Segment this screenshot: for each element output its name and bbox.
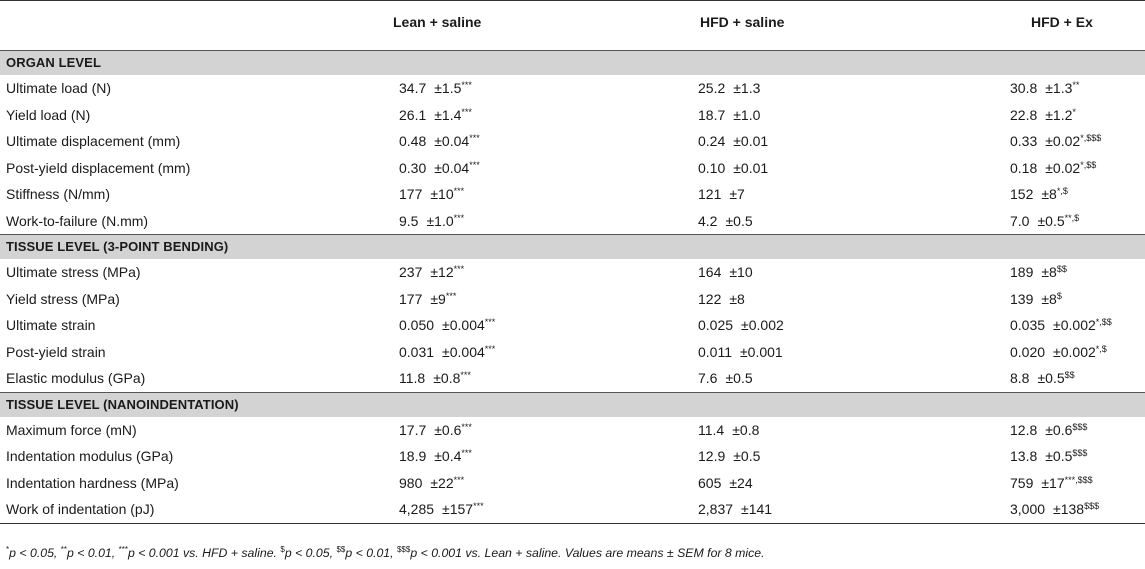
footnote-text: p < 0.01, bbox=[66, 546, 119, 560]
cell-sem: ±1.0 bbox=[733, 106, 761, 123]
significance-marker: *,$ bbox=[1095, 343, 1107, 354]
significance-marker: *,$$$ bbox=[1080, 133, 1102, 143]
table-cell bbox=[399, 160, 480, 176]
significance-marker: *** bbox=[484, 317, 496, 327]
footnote-text: p < 0.001 vs. Lean + saline. Values are means ± SEM for 8 mice. bbox=[410, 546, 765, 560]
significance-marker: *,$ bbox=[1056, 186, 1068, 196]
cell-mean: 0.18 bbox=[1010, 159, 1038, 176]
table-cell bbox=[698, 186, 745, 202]
table-cell bbox=[698, 317, 784, 333]
table-cell bbox=[399, 370, 471, 386]
significance-marker: $ bbox=[1056, 290, 1062, 301]
column-header-hfd-ex: HFD + Ex bbox=[1031, 14, 1093, 30]
cell-sem: ±0.04 bbox=[434, 159, 470, 176]
significance-marker: *** bbox=[461, 80, 472, 90]
table-cell bbox=[399, 80, 472, 96]
column-header-hfd-saline: HFD + saline bbox=[700, 14, 785, 30]
cell-mean: 0.035 bbox=[1010, 317, 1046, 333]
table-cell bbox=[1010, 160, 1096, 176]
table-row bbox=[0, 259, 1145, 286]
cell-mean: 30.8 bbox=[1010, 80, 1038, 96]
cell-mean: 122 bbox=[698, 290, 722, 307]
cell-mean: 11.8 bbox=[399, 370, 426, 386]
significance-marker: *** bbox=[445, 290, 457, 301]
cell-sem: ±0.01 bbox=[733, 133, 769, 149]
cell-sem: ±0.6 bbox=[1045, 421, 1073, 438]
cell-sem: ±0.4 bbox=[434, 448, 462, 464]
table-cell bbox=[399, 291, 456, 307]
cell-sem: ±0.02 bbox=[1045, 133, 1081, 149]
footnote-symbol: $$ bbox=[336, 545, 346, 554]
cell-sem: ±17 bbox=[1041, 474, 1065, 491]
footnote-symbol: $ bbox=[280, 545, 285, 554]
cell-mean: 0.025 bbox=[698, 317, 734, 333]
significance-marker: *** bbox=[469, 133, 480, 143]
table-cell bbox=[698, 501, 772, 517]
cell-sem: ±0.02 bbox=[1045, 159, 1081, 176]
cell-sem: ±0.002 bbox=[1053, 317, 1096, 333]
significance-marker: *** bbox=[453, 212, 465, 223]
table-row bbox=[0, 417, 1145, 444]
cell-mean: 0.10 bbox=[698, 159, 726, 176]
cell-mean: 12.9 bbox=[698, 448, 726, 464]
cell-mean: 0.33 bbox=[1010, 133, 1038, 149]
significance-marker: *** bbox=[453, 186, 465, 196]
cell-sem: ±0.6 bbox=[434, 421, 462, 438]
significance-marker: * bbox=[1072, 106, 1076, 117]
footnote-symbol: $$$ bbox=[396, 545, 411, 554]
cell-sem: ±22 bbox=[430, 474, 454, 491]
cell-mean: 121 bbox=[698, 186, 722, 202]
row-label: Yield load (N) bbox=[6, 106, 91, 123]
section-title: TISSUE LEVEL (3-POINT BENDING) bbox=[6, 239, 229, 254]
cell-sem: ±0.004 bbox=[442, 343, 485, 360]
table-row bbox=[0, 128, 1145, 155]
footnote-symbol: ** bbox=[60, 545, 67, 554]
row-label: Post-yield displacement (mm) bbox=[6, 159, 191, 176]
table-cell bbox=[399, 422, 472, 438]
cell-sem: ±0.5 bbox=[725, 370, 753, 386]
table-row bbox=[0, 155, 1145, 182]
significance-marker: *** bbox=[469, 159, 480, 170]
table-cell bbox=[1010, 448, 1087, 464]
significance-marker: *** bbox=[461, 106, 472, 117]
table-cell bbox=[698, 291, 745, 307]
cell-mean: 0.031 bbox=[399, 343, 435, 360]
table-cell bbox=[698, 448, 760, 464]
table-cell bbox=[1010, 186, 1068, 202]
cell-mean: 18.9 bbox=[399, 448, 427, 464]
row-label: Stiffness (N/mm) bbox=[6, 186, 110, 202]
cell-sem: ±141 bbox=[741, 501, 773, 517]
cell-sem: ±0.5 bbox=[725, 212, 753, 229]
table-row bbox=[0, 496, 1145, 523]
cell-sem: ±0.002 bbox=[1053, 343, 1096, 360]
cell-mean: 22.8 bbox=[1010, 106, 1038, 123]
cell-mean: 7.6 bbox=[698, 370, 718, 386]
row-label: Work of indentation (pJ) bbox=[6, 501, 155, 517]
cell-sem: ±10 bbox=[430, 186, 454, 202]
significance-marker: *** bbox=[453, 264, 465, 274]
table-row bbox=[0, 102, 1145, 129]
cell-mean: 8.8 bbox=[1010, 370, 1030, 386]
table-cell bbox=[399, 475, 464, 491]
table-cell bbox=[1010, 213, 1079, 229]
table-body bbox=[0, 50, 1145, 523]
cell-mean: 177 bbox=[399, 186, 423, 202]
table-cell bbox=[698, 160, 768, 176]
significance-marker: *,$$ bbox=[1080, 159, 1097, 170]
significance-marker: ** bbox=[1072, 80, 1080, 90]
significance-marker: *** bbox=[484, 343, 496, 354]
significance-marker: *** bbox=[461, 448, 472, 458]
cell-mean: 189 bbox=[1010, 264, 1034, 280]
table-cell bbox=[698, 80, 760, 96]
table-cell bbox=[399, 501, 484, 517]
footnote-text: p < 0.01, bbox=[345, 546, 397, 560]
cell-mean: 152 bbox=[1010, 186, 1034, 202]
cell-sem: ±0.002 bbox=[741, 317, 784, 333]
cell-mean: 11.4 bbox=[698, 421, 725, 438]
row-label: Ultimate load (N) bbox=[6, 80, 112, 96]
footnote-text: p < 0.05, bbox=[9, 546, 61, 560]
significance-marker: $$$ bbox=[1072, 421, 1088, 432]
row-label: Maximum force (mN) bbox=[6, 421, 137, 438]
cell-sem: ±0.8 bbox=[433, 370, 461, 386]
cell-mean: 164 bbox=[698, 264, 722, 280]
cell-mean: 3,000 bbox=[1010, 501, 1046, 517]
cell-sem: ±0.001 bbox=[740, 343, 783, 360]
row-label: Ultimate displacement (mm) bbox=[6, 133, 181, 149]
table-cell bbox=[698, 344, 783, 360]
column-header-lean-saline: Lean + saline bbox=[393, 14, 482, 30]
cell-sem: ±0.01 bbox=[733, 159, 769, 176]
cell-mean: 0.48 bbox=[399, 133, 427, 149]
cell-sem: ±138 bbox=[1053, 501, 1085, 517]
cell-sem: ±8 bbox=[1041, 290, 1057, 307]
table-row bbox=[0, 208, 1145, 235]
cell-sem: ±1.3 bbox=[733, 80, 761, 96]
cell-sem: ±12 bbox=[430, 264, 454, 280]
row-label: Yield stress (MPa) bbox=[6, 290, 120, 307]
table-row bbox=[0, 470, 1145, 497]
table-cell bbox=[698, 133, 768, 149]
cell-mean: 25.2 bbox=[698, 80, 726, 96]
table-row bbox=[0, 339, 1145, 366]
cell-mean: 237 bbox=[399, 264, 423, 280]
significance-marker: $$ bbox=[1056, 264, 1067, 274]
cell-mean: 9.5 bbox=[399, 212, 419, 229]
section-header bbox=[0, 50, 1145, 75]
table-cell bbox=[698, 213, 753, 229]
cell-mean: 2,837 bbox=[698, 501, 734, 517]
section-header bbox=[0, 234, 1145, 259]
table-cell bbox=[1010, 501, 1099, 517]
table-cell bbox=[1010, 370, 1075, 386]
significance-marker: *** bbox=[460, 370, 471, 380]
table-bottom-rule bbox=[0, 523, 1145, 524]
cell-sem: ±0.8 bbox=[732, 421, 760, 438]
cell-sem: ±9 bbox=[430, 290, 446, 307]
table-cell bbox=[698, 422, 759, 438]
table-cell bbox=[1010, 475, 1093, 491]
significance-marker: $$$ bbox=[1084, 501, 1100, 511]
table-footnote bbox=[6, 546, 765, 560]
cell-mean: 0.24 bbox=[698, 133, 726, 149]
table-cell bbox=[399, 186, 464, 202]
table-cell bbox=[1010, 264, 1067, 280]
cell-sem: ±8 bbox=[1041, 264, 1057, 280]
cell-sem: ±1.2 bbox=[1045, 106, 1073, 123]
cell-sem: ±0.5 bbox=[1045, 448, 1073, 464]
footnote-symbol: * bbox=[6, 545, 10, 554]
section-title: TISSUE LEVEL (NANOINDENTATION) bbox=[6, 396, 239, 412]
cell-mean: 0.050 bbox=[399, 317, 435, 333]
cell-mean: 13.8 bbox=[1010, 448, 1038, 464]
cell-sem: ±8 bbox=[729, 290, 745, 307]
table-row bbox=[0, 365, 1145, 392]
cell-sem: ±1.3 bbox=[1045, 80, 1073, 96]
table-cell bbox=[399, 448, 472, 464]
cell-sem: ±1.5 bbox=[434, 80, 462, 96]
significance-marker: *,$$ bbox=[1095, 317, 1112, 327]
table-header bbox=[0, 0, 1145, 50]
cell-mean: 0.011 bbox=[698, 343, 732, 360]
table-cell bbox=[399, 317, 495, 333]
cell-sem: ±8 bbox=[1041, 186, 1057, 202]
row-label: Post-yield strain bbox=[6, 343, 106, 360]
cell-mean: 0.020 bbox=[1010, 343, 1046, 360]
cell-mean: 759 bbox=[1010, 474, 1034, 491]
cell-mean: 980 bbox=[399, 474, 423, 491]
row-label: Ultimate stress (MPa) bbox=[6, 264, 141, 280]
table-row bbox=[0, 75, 1145, 102]
table-cell bbox=[1010, 317, 1112, 333]
cell-sem: ±1.4 bbox=[434, 106, 462, 123]
significance-marker: *** bbox=[461, 421, 472, 432]
footnote-text: p < 0.001 vs. HFD + saline. bbox=[127, 546, 281, 560]
table-cell bbox=[698, 475, 753, 491]
table-top-rule bbox=[0, 0, 1145, 1]
footnote-symbol: *** bbox=[118, 545, 128, 554]
cell-mean: 17.7 bbox=[399, 421, 427, 438]
cell-mean: 605 bbox=[698, 474, 722, 491]
cell-sem: ±0.004 bbox=[442, 317, 485, 333]
row-label: Work-to-failure (N.mm) bbox=[6, 212, 149, 229]
cell-mean: 7.0 bbox=[1010, 212, 1030, 229]
cell-mean: 4,285 bbox=[399, 501, 435, 517]
significance-marker: $$ bbox=[1064, 370, 1075, 380]
cell-sem: ±0.5 bbox=[1037, 212, 1065, 229]
section-header bbox=[0, 392, 1145, 417]
significance-marker: **,$ bbox=[1064, 212, 1080, 223]
table-cell bbox=[1010, 107, 1076, 123]
table-cell bbox=[399, 107, 472, 123]
table-cell bbox=[1010, 344, 1107, 360]
table-cell bbox=[399, 344, 495, 360]
cell-mean: 177 bbox=[399, 290, 423, 307]
row-label: Elastic modulus (GPa) bbox=[6, 370, 146, 386]
cell-sem: ±7 bbox=[729, 186, 745, 202]
cell-mean: 139 bbox=[1010, 290, 1034, 307]
table-cell bbox=[1010, 422, 1087, 438]
cell-mean: 18.7 bbox=[698, 106, 726, 123]
table-row bbox=[0, 286, 1145, 313]
significance-marker: $$$ bbox=[1072, 448, 1088, 458]
cell-sem: ±24 bbox=[729, 474, 753, 491]
cell-sem: ±0.5 bbox=[733, 448, 761, 464]
table-cell bbox=[399, 264, 464, 280]
table-cell bbox=[399, 133, 480, 149]
significance-marker: *** bbox=[453, 474, 465, 485]
table-row bbox=[0, 181, 1145, 208]
table-cell bbox=[1010, 133, 1101, 149]
row-label: Indentation hardness (MPa) bbox=[6, 474, 179, 491]
footnote-text: p < 0.05, bbox=[284, 546, 337, 560]
cell-mean: 4.2 bbox=[698, 212, 718, 229]
cell-mean: 26.1 bbox=[399, 106, 427, 123]
table-cell bbox=[399, 213, 464, 229]
significance-marker: ***,$$$ bbox=[1064, 474, 1093, 485]
table-cell bbox=[698, 264, 753, 280]
cell-sem: ±0.04 bbox=[434, 133, 470, 149]
cell-sem: ±157 bbox=[442, 501, 474, 517]
cell-sem: ±1.0 bbox=[426, 212, 454, 229]
significance-marker: *** bbox=[473, 501, 484, 511]
cell-sem: ±10 bbox=[729, 264, 753, 280]
table-cell bbox=[1010, 291, 1062, 307]
table-row bbox=[0, 443, 1145, 470]
table-cell bbox=[698, 370, 753, 386]
row-label: Indentation modulus (GPa) bbox=[6, 448, 174, 464]
table-cell bbox=[1010, 80, 1079, 96]
cell-mean: 0.30 bbox=[399, 159, 427, 176]
section-title: ORGAN LEVEL bbox=[6, 55, 101, 70]
row-label: Ultimate strain bbox=[6, 317, 96, 333]
table-cell bbox=[698, 107, 760, 123]
table-row bbox=[0, 312, 1145, 339]
cell-sem: ±0.5 bbox=[1037, 370, 1065, 386]
cell-mean: 12.8 bbox=[1010, 421, 1038, 438]
cell-mean: 34.7 bbox=[399, 80, 427, 96]
